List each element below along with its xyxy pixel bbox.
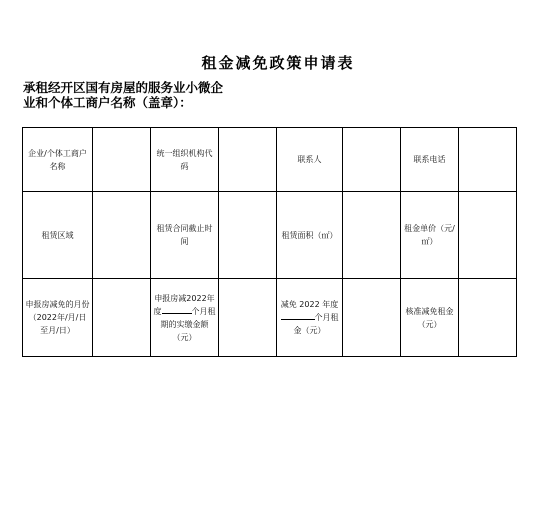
declared-payment-prefix: 申报房减2022年度	[153, 293, 215, 316]
exempt-rent-field[interactable]	[343, 279, 401, 357]
lease-area-label: 租赁区域	[23, 192, 93, 279]
contact-phone-field[interactable]	[459, 128, 517, 192]
application-table	[22, 127, 517, 357]
applicant-name-label: 承租经开区国有房屋的服务业小微企业和个体工商户名称（盖章）：	[23, 80, 224, 110]
table-row-lease-info	[23, 192, 517, 279]
approved-exemption-label: 核准减免租金（元）	[401, 279, 459, 357]
declared-months-blank[interactable]	[162, 305, 192, 314]
enterprise-name-field[interactable]	[93, 128, 151, 192]
exemption-period-label: 申报房减免的月份（2022年/月/日至月/日）	[23, 279, 93, 357]
form-title: 租金减免政策申请表	[201, 54, 355, 72]
table-row-basic-info	[23, 128, 517, 192]
declared-payment-label	[151, 279, 219, 357]
exemption-period-field[interactable]	[93, 279, 151, 357]
floor-area-field[interactable]	[343, 192, 401, 279]
contact-person-label: 联系人	[277, 128, 343, 192]
table-row-exemption-info	[23, 279, 517, 357]
floor-area-label: 租赁面积（㎡）	[277, 192, 343, 279]
exempt-rent-prefix: 减免 2022 年度	[280, 300, 339, 309]
enterprise-name-label: 企业/个体工商户名称	[23, 128, 93, 192]
unit-price-field[interactable]	[459, 192, 517, 279]
exempt-months-blank[interactable]	[281, 311, 315, 320]
declared-payment-suffix: 个月租期的实缴金额（元）	[160, 306, 216, 342]
exempt-rent-label	[277, 279, 343, 357]
declared-payment-field[interactable]	[219, 279, 277, 357]
contact-person-field[interactable]	[343, 128, 401, 192]
exempt-rent-suffix: 个月租金（元）	[293, 313, 339, 335]
contract-end-label: 租赁合同截止时间	[151, 192, 219, 279]
unit-price-label: 租金单价（元/㎡）	[401, 192, 459, 279]
contract-end-field[interactable]	[219, 192, 277, 279]
approved-exemption-field[interactable]	[459, 279, 517, 357]
credit-code-field[interactable]	[219, 128, 277, 192]
lease-area-field[interactable]	[93, 192, 151, 279]
contact-phone-label: 联系电话	[401, 128, 459, 192]
credit-code-label: 统一组织机构代码	[151, 128, 219, 192]
